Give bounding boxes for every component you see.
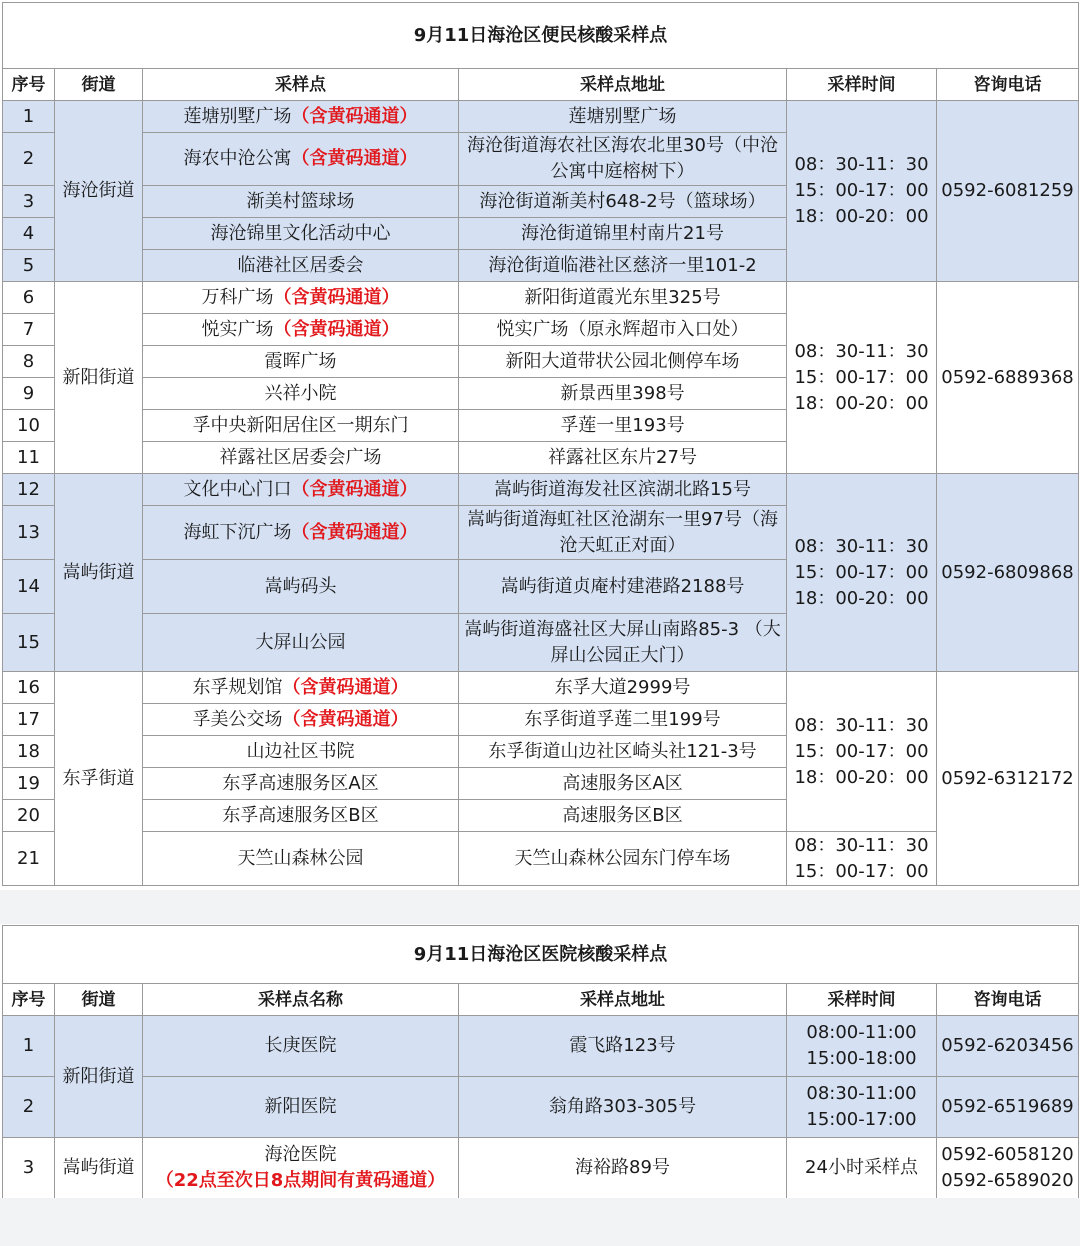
street-cell: 嵩屿街道 [55,474,143,672]
phone-line: 0592-6589020 [941,1170,1074,1191]
row-no: 11 [3,442,55,474]
table-row [3,1138,1079,1199]
address-cell: 东孚街道孚莲二里199号 [459,704,787,736]
row-no: 5 [3,250,55,282]
address-cell: 祥露社区东片27号 [459,442,787,474]
row-no: 6 [3,282,55,314]
yellow-code-badge: （含黄码通道） [282,708,409,730]
time-line: 18：00-20：00 [794,392,929,414]
address-cell: 海沧街道渐美村648-2号（篮球场） [459,186,787,218]
section-gap [0,890,1080,924]
time-cell: 24小时采样点 [787,1138,937,1199]
yellow-code-note: （22点至次日8点期间有黄码通道） [155,1170,446,1191]
time-line: 08:00-11:00 [806,1022,917,1043]
row-no: 18 [3,736,55,768]
phone-cell: 0592-6519689 [937,1077,1079,1138]
time-line: 15：00-17：00 [794,366,929,388]
phone-cell: 0592-6081259 [937,101,1079,282]
table-row [3,1077,1079,1138]
time-line: 15：00-17：00 [794,740,929,762]
street-cell: 新阳街道 [55,1016,143,1138]
header-phone: 咨询电话 [937,69,1079,101]
site-name: 孚美公交场 [192,708,283,730]
table-row [3,672,1079,704]
site-cell: 东孚高速服务区A区 [143,768,459,800]
address-cell: 东孚街道山边社区崎头社121-3号 [459,736,787,768]
yellow-code-badge: （含黄码通道） [291,478,418,500]
yellow-code-badge: （含黄码通道） [273,318,400,340]
bottom-gap [0,1198,1080,1246]
site-cell: 山边社区书院 [143,736,459,768]
address-cell: 莲塘别墅广场 [459,101,787,133]
row-no: 14 [3,560,55,614]
table2-title: 9月11日海沧区医院核酸采样点 [3,926,1079,984]
header-street: 街道 [55,984,143,1016]
site-cell: 海沧锦里文化活动中心 [143,218,459,250]
address-cell: 海沧街道海农社区海农北里30号（中沧公寓中庭榕树下） [459,133,787,186]
site-cell: 大屏山公园 [143,614,459,672]
time-line: 08：30-11：30 [794,714,929,736]
time-line: 15:00-18:00 [806,1048,917,1069]
site-cell: 天竺山森林公园 [143,832,459,886]
time-line: 08：30-11：30 [794,154,929,175]
site-cell: 东孚高速服务区B区 [143,800,459,832]
address-cell: 高速服务区B区 [459,800,787,832]
site-cell [143,672,459,704]
yellow-code-badge: （含黄码通道） [273,286,400,308]
header-no: 序号 [3,69,55,101]
phone-cell: 0592-6889368 [937,282,1079,474]
address-cell: 天竺山森林公园东门停车场 [459,832,787,886]
site-cell [143,101,459,133]
time-line: 08：30-11：30 [794,535,929,557]
address-cell: 嵩屿街道海盛社区大屏山南路85-3 （大屏山公园正大门） [459,614,787,672]
table-row [3,101,1079,133]
street-cell: 嵩屿街道 [55,1138,143,1199]
time-cell [787,282,937,474]
row-no: 3 [3,1138,55,1199]
hospital-sampling-table [2,925,1079,1199]
time-line: 18：00-20：00 [794,766,929,788]
site-cell [143,1138,459,1199]
address-cell: 海沧街道锦里村南片21号 [459,218,787,250]
address-cell: 孚莲一里193号 [459,410,787,442]
row-no: 13 [3,506,55,560]
community-sampling-table [2,2,1079,886]
site-cell: 祥露社区居委会广场 [143,442,459,474]
street-cell: 新阳街道 [55,282,143,474]
site-cell [143,133,459,186]
header-address: 采样点地址 [459,69,787,101]
phone-cell: 0592-6312172 [937,672,1079,886]
header-street: 街道 [55,69,143,101]
address-cell: 高速服务区A区 [459,768,787,800]
phone-cell [937,1138,1079,1199]
site-cell: 长庚医院 [143,1016,459,1077]
row-no: 17 [3,704,55,736]
site-name: 万科广场 [201,286,274,308]
row-no: 19 [3,768,55,800]
row-no: 10 [3,410,55,442]
time-line: 08：30-11：30 [794,340,929,362]
table-row [3,1016,1079,1077]
phone-line: 0592-6058120 [941,1144,1074,1165]
table-row [3,474,1079,506]
address-cell: 霞飞路123号 [459,1016,787,1077]
time-cell [787,1016,937,1077]
yellow-code-badge: （含黄码通道） [282,676,409,698]
site-cell: 渐美村篮球场 [143,186,459,218]
table1-title: 9月11日海沧区便民核酸采样点 [3,3,1079,69]
site-cell [143,704,459,736]
table-row [3,832,1079,886]
street-cell: 海沧街道 [55,101,143,282]
time-line: 08:30-11:00 [806,1083,917,1104]
site-name: 海农中沧公寓 [183,148,292,169]
row-no: 16 [3,672,55,704]
site-name: 海沧医院 [264,1144,337,1165]
header-site: 采样点 [143,69,459,101]
row-no: 2 [3,133,55,186]
site-cell [143,314,459,346]
address-cell: 新阳街道霞光东里325号 [459,282,787,314]
address-cell: 海裕路89号 [459,1138,787,1199]
site-cell: 嵩屿码头 [143,560,459,614]
time-line: 15：00-17：00 [794,860,929,882]
address-cell: 海沧街道临港社区慈济一里101-2 [459,250,787,282]
time-line: 15：00-17：00 [794,561,929,583]
phone-cell: 0592-6203456 [937,1016,1079,1077]
site-cell [143,474,459,506]
yellow-code-badge: （含黄码通道） [291,105,418,127]
address-cell: 嵩屿街道海虹社区沧湖东一里97号（海沧天虹正对面） [459,506,787,560]
address-cell: 嵩屿街道海发社区滨湖北路15号 [459,474,787,506]
time-line: 18：00-20：00 [794,587,929,609]
time-cell [787,474,937,672]
header-phone: 咨询电话 [937,984,1079,1016]
time-line: 08：30-11：30 [794,834,929,856]
row-no: 3 [3,186,55,218]
row-no: 7 [3,314,55,346]
row-no: 15 [3,614,55,672]
row-no: 20 [3,800,55,832]
site-cell: 霞晖广场 [143,346,459,378]
row-no: 9 [3,378,55,410]
street-cell: 东孚街道 [55,672,143,886]
row-no: 1 [3,101,55,133]
row-no: 1 [3,1016,55,1077]
address-cell: 新阳大道带状公园北侧停车场 [459,346,787,378]
site-cell [143,282,459,314]
time-cell [787,101,937,282]
row-no: 4 [3,218,55,250]
phone-cell: 0592-6809868 [937,474,1079,672]
header-time: 采样时间 [787,69,937,101]
site-name: 文化中心门口 [183,478,292,500]
site-name: 莲塘别墅广场 [183,105,292,127]
row-no: 8 [3,346,55,378]
address-cell: 悦实广场（原永辉超市入口处） [459,314,787,346]
row-no: 21 [3,832,55,886]
address-cell: 翁角路303-305号 [459,1077,787,1138]
site-name: 东孚规划馆 [192,676,283,698]
yellow-code-badge: （含黄码通道） [291,148,418,169]
site-cell: 兴祥小院 [143,378,459,410]
time-cell [787,1077,937,1138]
site-name: 海虹下沉广场 [183,521,292,543]
time-cell [787,672,937,832]
address-cell: 新景西里398号 [459,378,787,410]
row-no: 2 [3,1077,55,1138]
address-cell: 东孚大道2999号 [459,672,787,704]
time-cell [787,832,937,886]
address-cell: 嵩屿街道贞庵村建港路2188号 [459,560,787,614]
header-address: 采样点地址 [459,984,787,1016]
site-cell: 临港社区居委会 [143,250,459,282]
header-site: 采样点名称 [143,984,459,1016]
time-line: 15：00-17：00 [794,180,929,201]
site-cell [143,506,459,560]
header-no: 序号 [3,984,55,1016]
yellow-code-badge: （含黄码通道） [291,521,418,543]
table-row [3,282,1079,314]
time-line: 18：00-20：00 [794,206,929,227]
site-cell: 新阳医院 [143,1077,459,1138]
row-no: 12 [3,474,55,506]
time-line: 15:00-17:00 [806,1109,917,1130]
site-name: 悦实广场 [201,318,274,340]
header-time: 采样时间 [787,984,937,1016]
site-cell: 孚中央新阳居住区一期东门 [143,410,459,442]
